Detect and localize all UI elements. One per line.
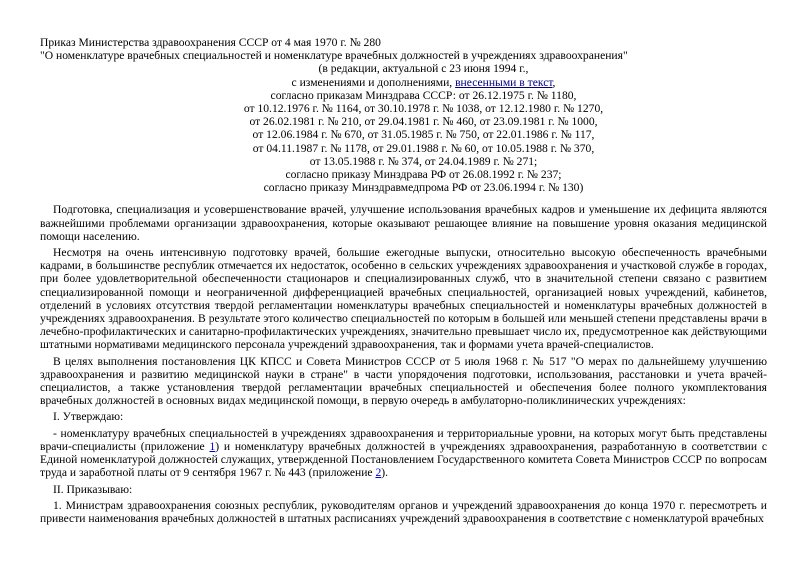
edition-text: , — [552, 75, 556, 89]
document-subtitle: "О номенклатуре врачебных специальностей и номенклатуре врачебных должностей в учреждениях здравоохранения" — [40, 49, 628, 63]
paragraph-order-item-1: 1. Министрам здравоохранения союзных республик, руководителям органов и учреждений здравоохранения до конца 1970 г. пересмотреть и привести наименования врачебных должностей в штатных расписаниях учреждений здравоохранения в соответствие с номенклатурой врачебных — [40, 498, 767, 525]
item-text: ) и номенклатуру врачебных должностей в учреждениях здравоохранения, разработанную в соответствии с Единой номенклатурой должностей служащих, утвержденной Постановлением Государственного комитета Совета Министров СССР по вопросам труда и заработной платы от 9 сентября 1967 г. № 443 (приложение — [40, 439, 767, 480]
edition-note — [40, 62, 767, 194]
appendix-1-link[interactable]: 1 — [209, 439, 216, 453]
edition-line: от 10.12.1976 г. № 1164, от 30.10.1978 г. № 1038, от 12.12.1980 г. № 1270, — [243, 102, 604, 116]
edition-line: (в редакции, актуальной с 23 июня 1994 г., — [318, 62, 529, 76]
paragraph-intro: Подготовка, специализация и усовершенствование врачей, улучшение использования врачебных кадров и уменьшение их дефицита являются важнейшими проблемами организации здравоохранения, которые оказывают решающее влияние на повышение уровня оказания медицинской помощи населению. — [40, 203, 767, 243]
item-text: ). — [381, 466, 389, 480]
edition-line: согласно приказу Минздравмедпрома РФ от 23.06.1994 г. № 130) — [263, 181, 584, 195]
amendments-link[interactable]: внесенными в текст — [455, 75, 553, 89]
paragraph-approve-item — [40, 427, 767, 480]
edition-line — [80, 76, 767, 89]
edition-text: с изменениями и дополнениями, — [291, 75, 456, 89]
edition-line: от 12.06.1984 г. № 670, от 31.05.1985 г. № 750, от 22.01.1986 г. № 117, — [252, 128, 595, 142]
edition-line: согласно приказу Минздрава РФ от 26.08.1992 г. № 237; — [285, 168, 562, 182]
document-title: Приказ Министерства здравоохранения СССР от 4 мая 1970 г. № 280 — [40, 36, 381, 49]
edition-line: от 26.02.1981 г. № 210, от 29.04.1981 г. № 460, от 23.09.1981 г. № 1000, — [249, 115, 598, 129]
paragraph-situation: Несмотря на очень интенсивную подготовку врачей, большие ежегодные выпуски, относительно высокую обеспеченность врачебными кадрами, в большинстве республик отмечается их недостаток, особенно в сельских учреждениях здравоохранения и участковой службе в городах, при более удовлетворительной обеспеченности стационаров и специализированных служб, что в значительной степени связано с развитием специализированной помощи и неограниченной дифференциацией врачебных специальностей, организацией новых учреждений, кабинетов, отделений в условиях отсутствия твердой регламентации номенклатуры врачебных специальностей и номенклатуры врачебных должностей в учреждениях здравоохранения. В результате этого количество специальностей по которым в большей или меньшей степени представлены врачи в лечебно-профилактических и санитарно-профилактических учреждениях, значительно превышает число их, предусмотренное как действующими штатными нормативами медицинского персонала учреждений здравоохранения, так и формами учета врачей-специалистов. — [40, 246, 767, 352]
appendix-2-link[interactable]: 2 — [375, 466, 382, 480]
section-order: II. Приказываю: — [53, 482, 133, 496]
item-text: - номенклатуру врачебных специальностей в учреждениях здравоохранения и территориальные уровни, на которых могут быть представлены врачи-специалисты (приложение — [40, 426, 767, 453]
paragraph-purpose: В целях выполнения постановления ЦК КПСС и Совета Министров СССР от 5 июля 1968 г. № 517 "О мерах по дальнейшему улучшению здравоохранения и развитию медицинской науки в стране" в части упорядочения подготовки, использования, расстановки и учета врачей-специалистов, а также установления твердой регламентации врачебных специальностей и обеспечения более полного укомплектования врачебных должностей в основных видах медицинской помощи, в первую очередь в амбулаторно-поликлинических учреждениях: — [40, 354, 767, 408]
section-approve: I. Утверждаю: — [53, 410, 124, 424]
edition-line: от 13.05.1988 г. № 374, от 24.04.1989 г. № 271; — [309, 154, 538, 168]
edition-line: от 04.11.1987 г. № 1178, от 29.01.1988 г. № 60, от 10.05.1988 г. № 370, — [252, 141, 595, 155]
document — [40, 36, 767, 525]
edition-line: согласно приказам Минздрава СССР: от 26.12.1975 г. № 1180, — [270, 88, 577, 102]
